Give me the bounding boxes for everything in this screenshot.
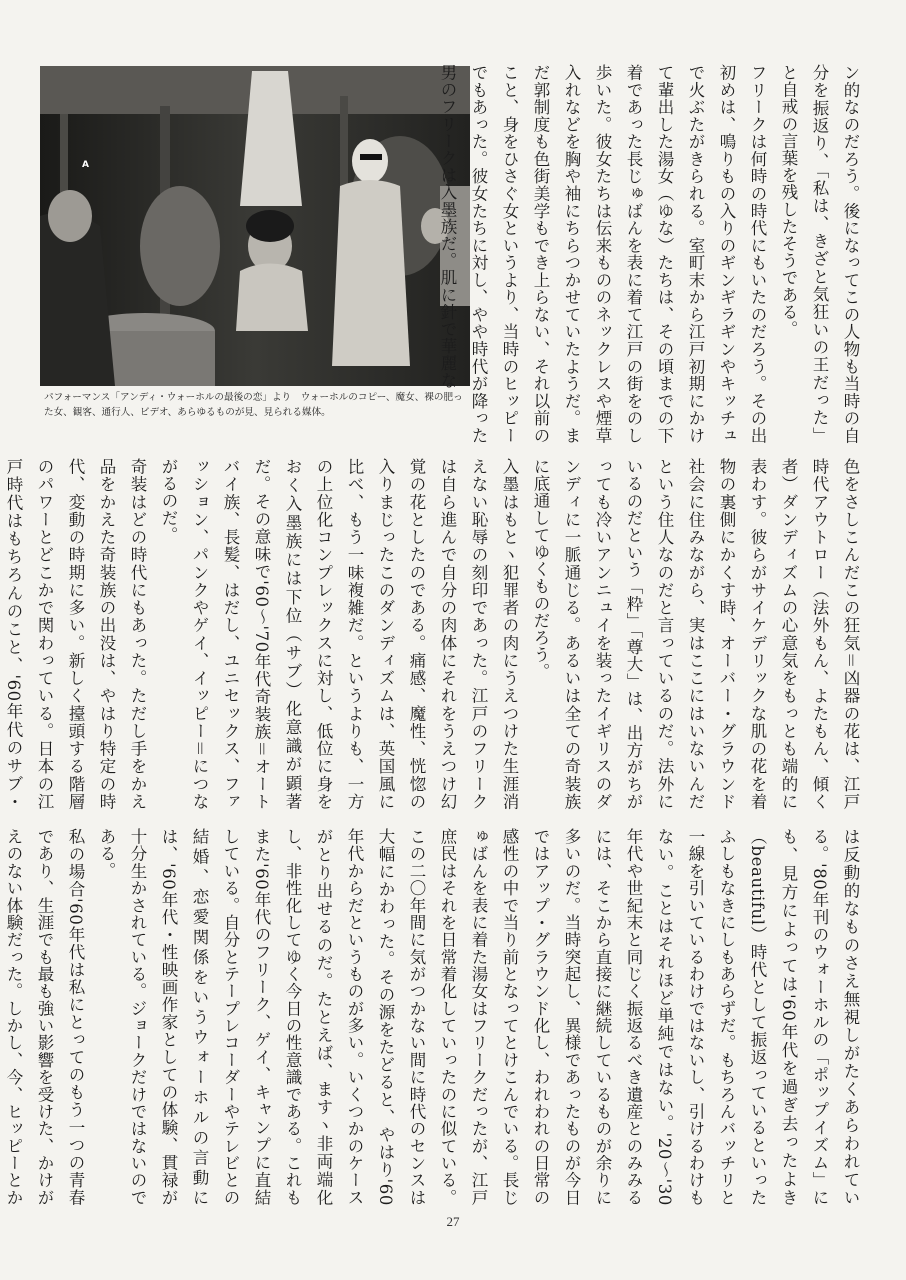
paragraph: 入墨はもとヽ犯罪者の肉にうえつけた生涯消えない恥辱の刻印であった。江戸のフリークは自ら進んで自分の肉体にそれをうえつけ幻覚の花としたのである。痛感、魔性、恍惚の入りまじったこのダンディズムは、英国風に比べ、もう一味複雑だ。というよりも、一方の上位化コンプレックスに対し、低位に身をおく入墨族には下位（サブ）化意識が顕著だ。その意味で'60〜'70年代奇装族＝オートバイ族、長髪、はだし、ユニセックス、ファッション、パンクやゲイ、イッピー＝につながるのだ。 [159,458,519,810]
text-block-middle [4,458,866,810]
paragraph: ン的なのだろう。後になってこの人物も当時の自分を振返り、「私は、きざと気狂いの王だった」と自戒の言葉を残したそうである。 [779,64,860,444]
paragraph: フリークは何時の時代にもいたのだろう。その出初めは、鳴りもの入りのギンギラギンやキッチュで火ぶたがきられる。室町末から江戸初期にかけて輩出した湯女（ゆな）たちは、その頃までの下着であった長じゅばんを表に着て江戸の街をのし歩いた。彼女たちは伝来もののネックレスや煙草入れなどを胸や袖にちらつかせていたようだ。まだ郭制度も色街美学もでき上らない、それ以前のこと、身をひさぐ女というより、当時のヒッピーでもあった。彼女たちに対し、やや時代が降った男のフリークは入墨族だ。肌に針で華麗な [438,64,767,444]
paragraph: 奇装はどの時代にもあった。ただし手をかえ品をかえた奇装族の出没は、やはり特定の時代、変動の時期に多い。新しく擡頭する階層のパワーとどこかで関わっている。日本の江戸時代はもちろんのこと、'60年代のサブ・ [4,458,147,810]
performance-photo [40,66,470,386]
page-number: 27 [446,1214,460,1229]
paragraph: 私の場合'60年代は私にとってのもう一つの青春であり、生涯でも最も強い影響を受けた、かけがえのない体験だった。しかし、今、ヒッピーとか [4,828,85,1206]
photo-caption: パフォーマンス「アンディ・ウォーホルの最後の恋」より ウォーホルのコピー、魔女、裸の肥った女、観客、通行人、ビデオ、あらゆるものが見、見られる媒体。 [44,392,463,418]
paragraph: 色をさしこんだこの狂気＝凶器の花は、江戸時代アウトロー（法外もん、よたもん、傾く者）ダンディズムの心意気をもっとも端的に表わす。彼らがサイケデリックな肌の花を着物の裏側にかくす時、オーバー・グラウンド社会に住みながら、実はここにはいないんだという住人なのだと言っているのだ。法外にいるのだという「粋」「尊大」は、出方がちがっても冷いアンニュイを装ったイギリスのダンディに一脈通じる。あるいは全ての奇装族に底通してゆくものだろう。 [531,458,860,810]
paragraph: は反動的なものさえ無視しがたくあらわれている。'80年刊のウォーホルの「ポップイズム」にも、見方によっては'60年代を過ぎ去ったよき（beautiful）時代として振返っているといったふしもなきにしもあらずだ。もちろんバッチリと一線を引いているわけではないし、引けるわけもない。ことはそれほど単純ではない。'20〜'30年代や世紀末と同じく振返るべき遺産とのみみるには、そこから直接に継続しているものが余りに多いのだ。当時突起し、異様であったものが今日ではアップ・グラウンド化し、われわれの日常の感性の中で当り前となってとけこんでいる。長じゅばんを表に着た湯女はフリークだったが、江戸庶民はそれを日常着化していったのに似ている。この二〇年間に気がつかない間に時代のセンスは大幅にかわった。その源をたどると、やはり'60年代からだというものが多い。いくつかのケースがとり出せるのだ。たとえば、ますヽ非両端化し、非性化してゆく今日の性意識である。これもまた'60年代のフリーク、ゲイ、キャンプに直結している。自分とテープレコーダーやテレビとの結婚、恋愛関係をいうウォーホルの言動には、'60年代・性映画作家としての体験、貫禄が十分生かされている。ジョークだけではないのである。 [97,828,860,1206]
text-block-top-right [438,64,866,444]
text-block-bottom [4,828,866,1206]
figure-label: A [82,160,89,170]
photo-illustration [40,66,470,386]
